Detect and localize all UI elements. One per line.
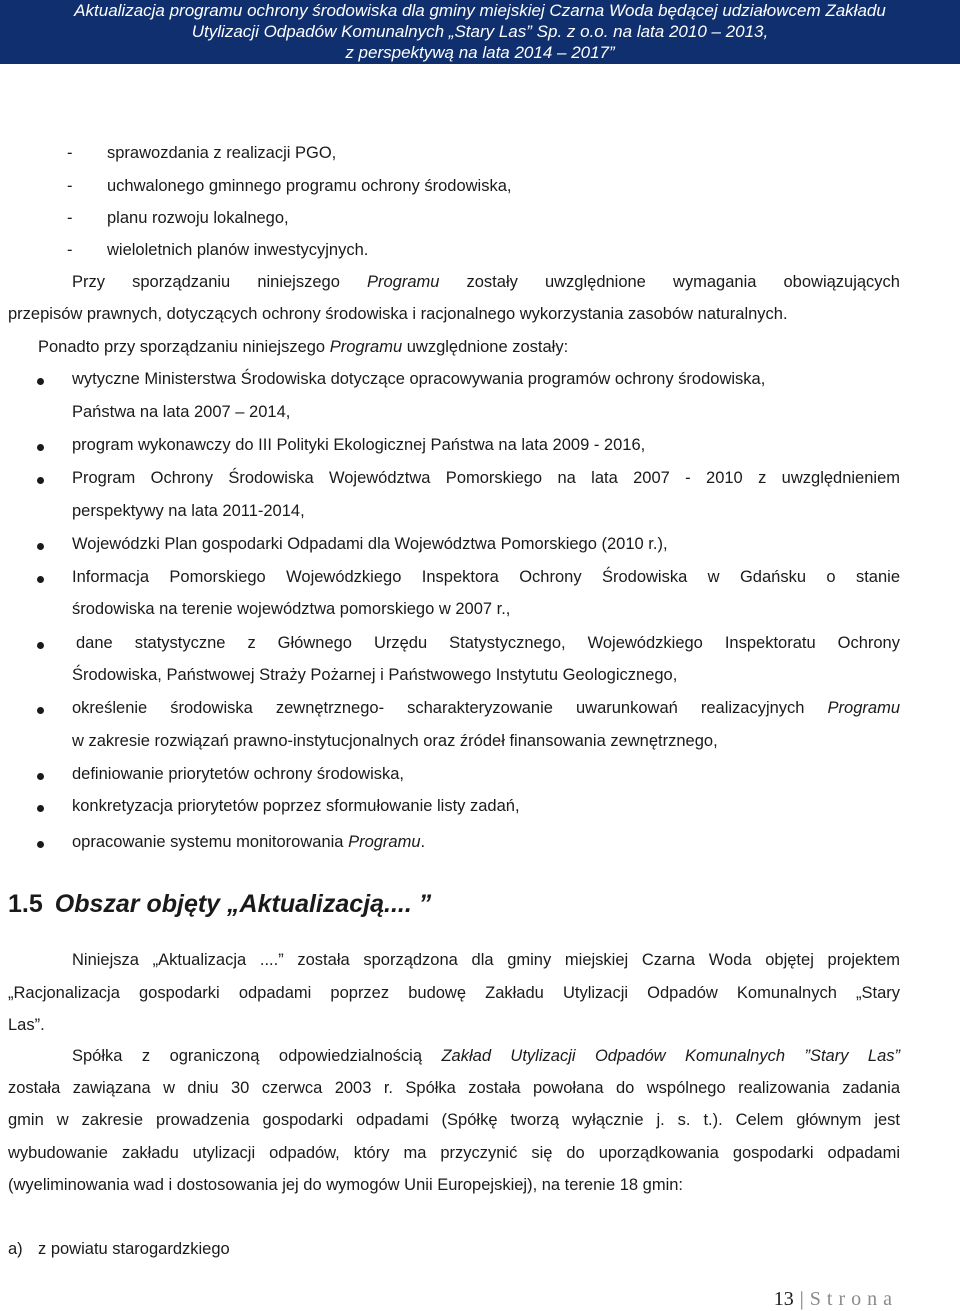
dash-list-item: - wieloletnich planów inwestycyjnych.	[67, 241, 369, 259]
paragraph-company-line-3: gmin w zakresie prowadzenia gospodarki odpadami (Spółkę tworzą wyłącznie j. s. t.). Celem głównym jest	[8, 1111, 900, 1129]
paragraph-company-line-2: została zawiązana w dniu 30 czerwca 2003 r. Spółka została powołana do wspólnego realizowania zadania	[8, 1079, 900, 1097]
paragraph-additionally: Ponadto przy sporządzaniu niniejszego Programu uwzględnione zostały:	[38, 338, 569, 356]
bullet-item-executive-program: program wykonawczy do III Polityki Ekologicznej Państwa na lata 2009 - 2016,	[72, 436, 646, 454]
footer-separator: |	[799, 1288, 804, 1310]
bullet-item-statistics: dane statystyczne z Głównego Urzędu Statystycznego, Wojewódzkiego Inspektoratu Ochrony	[76, 634, 900, 652]
paragraph-requirements-line-1: Przy sporządzaniu niniejszego Programu zostały uwzględnione wymagania obowiązujących	[72, 273, 900, 291]
bullet-item-pomeranian-program-cont: perspektywy na lata 2011-2014,	[72, 502, 305, 520]
bullet-icon	[37, 841, 44, 848]
bullet-item-waste-plan: Wojewódzki Plan gospodarki Odpadami dla Województwa Pomorskiego (2010 r.),	[72, 535, 668, 553]
bullet-item-priorities: definiowanie priorytetów ochrony środowiska,	[72, 765, 404, 783]
bullet-icon	[37, 378, 44, 385]
bullet-icon	[37, 773, 44, 780]
bullet-item-statistics-cont: Środowiska, Państwowej Straży Pożarnej i Państwowego Instytutu Geologicznego,	[72, 666, 678, 684]
paragraph-requirements-line-2: przepisów prawnych, dotyczących ochrony środowiska i racjonalnego wykorzystania zasobów naturalnych.	[8, 305, 788, 323]
bullet-icon	[37, 707, 44, 714]
paragraph-company-line-1: Spółka z ograniczoną odpowiedzialnością Zakład Utylizacji Odpadów Komunalnych ”Stary Las”	[72, 1047, 901, 1065]
bullet-item-task-list: konkretyzacja priorytetów poprzez sformułowanie listy zadań,	[72, 797, 520, 815]
bullet-icon	[37, 805, 44, 812]
list-item-a: z powiatu starogardzkiego	[38, 1240, 230, 1258]
bullet-item-inspector-info-cont: środowiska na terenie województwa pomorskiego w 2007 r.,	[72, 600, 511, 618]
bullet-item-external-env: określenie środowiska zewnętrznego- scharakteryzowanie uwarunkowań realizacyjnych Programu	[72, 699, 900, 717]
dash-list-item: - planu rozwoju lokalnego,	[67, 209, 289, 227]
header-line-2: Utylizacji Odpadów Komunalnych „Stary Las” Sp. z o.o. na lata 2010 – 2013,	[191, 22, 769, 41]
bullet-item-guidelines-cont: Państwa na lata 2007 – 2014,	[72, 403, 291, 421]
bullet-item-guidelines: wytyczne Ministerstwa Środowiska dotyczące opracowywania programów ochrony środowiska,	[72, 370, 766, 388]
bullet-icon	[37, 477, 44, 484]
bullet-item-monitoring: opracowanie systemu monitorowania Programu.	[72, 833, 426, 851]
paragraph-company-line-5: (wyeliminowania wad i dostosowania jej do wymogów Unii Europejskiej), na terenie 18 gmin:	[8, 1176, 683, 1194]
bullet-icon	[37, 642, 44, 649]
bullet-item-inspector-info: Informacja Pomorskiego Wojewódzkiego Inspektora Ochrony Środowiska w Gdańsku o stanie	[72, 568, 900, 586]
dash-list-item: - uchwalonego gminnego programu ochrony środowiska,	[67, 177, 512, 195]
bullet-icon	[37, 444, 44, 451]
bullet-item-pomeranian-program: Program Ochrony Środowiska Województwa Pomorskiego na lata 2007 - 2010 z uwzględnieniem	[72, 469, 900, 487]
header-line-3: z perspektywą na lata 2014 – 2017”	[345, 43, 615, 62]
footer-label: Strona	[809, 1288, 898, 1310]
list-item-a-marker: a)	[8, 1240, 23, 1258]
paragraph-scope-line-3: Las”.	[8, 1016, 45, 1034]
page-footer	[774, 1288, 898, 1311]
bullet-icon	[37, 543, 44, 550]
bullet-icon	[37, 576, 44, 583]
bullet-item-external-env-cont: w zakresie rozwiązań prawno-instytucjonalnych oraz źródeł finansowania zewnętrznego,	[72, 732, 718, 750]
header-line-1: Aktualizacja programu ochrony środowiska dla gminy miejskiej Czarna Woda będącej udziałowcem Zakładu	[74, 1, 886, 20]
paragraph-company-line-4: wybudowanie zakładu utylizacji odpadów, który ma przyczynić się do uporządkowania gospodarki odpadami	[8, 1144, 900, 1162]
paragraph-scope-line-1: Niniejsza „Aktualizacja ....” została sporządzona dla gminy miejskiej Czarna Woda objętej projektem	[72, 951, 900, 969]
section-heading: 1.5 Obszar objęty „Aktualizacją.... ”	[8, 890, 432, 918]
document-header	[0, 0, 960, 64]
dash-list-item: - sprawozdania z realizacji PGO,	[67, 144, 337, 162]
page-number: 13	[773, 1288, 794, 1310]
paragraph-scope-line-2: „Racjonalizacja gospodarki odpadami poprzez budowę Zakładu Utylizacji Odpadów Komunalnych „Stary	[8, 984, 900, 1002]
